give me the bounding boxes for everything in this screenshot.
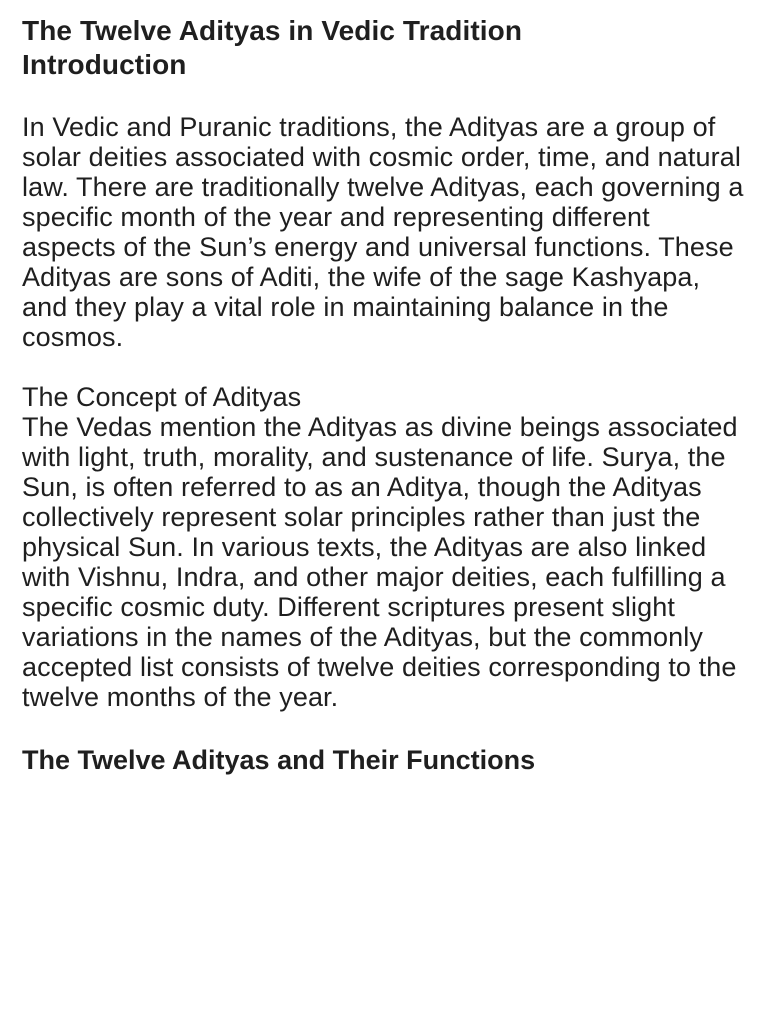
document-title (22, 14, 746, 82)
spacer (22, 712, 746, 742)
intro-paragraph: In Vedic and Puranic traditions, the Adityas are a group of solar deities associated with cosmic order, time, and natural law. There are traditionally twelve Adityas, each governing a specific month of the year and representing different aspects of the Sun’s energy and universal functions. These Adityas are sons of Aditi, the wife of the sage Kashyapa, and they play a vital role in maintaining balance in the cosmos. (22, 112, 744, 352)
concept-paragraph: The Vedas mention the Adityas as divine beings associated with light, truth, morality, and sustenance of life. Surya, the Sun, is often referred to as an Aditya, though the Adityas collectively represent solar principles rather than just the physical Sun. In various texts, the Adityas are also linked with Vishnu, Indra, and other major deities, each fulfilling a specific cosmic duty. Different scriptures present slight variations in the names of the Adityas, but the commonly accepted list consists of twelve deities corresponding to the twelve months of the year. (22, 412, 738, 712)
concept-heading: The Concept of Adityas (22, 382, 302, 412)
introduction-heading: Introduction (22, 49, 187, 80)
spacer (22, 82, 746, 112)
spacer (22, 352, 746, 382)
document-page (22, 14, 746, 778)
functions-heading: The Twelve Adityas and Their Functions (22, 745, 536, 775)
title-line: The Twelve Adityas in Vedic Tradition (22, 15, 523, 46)
